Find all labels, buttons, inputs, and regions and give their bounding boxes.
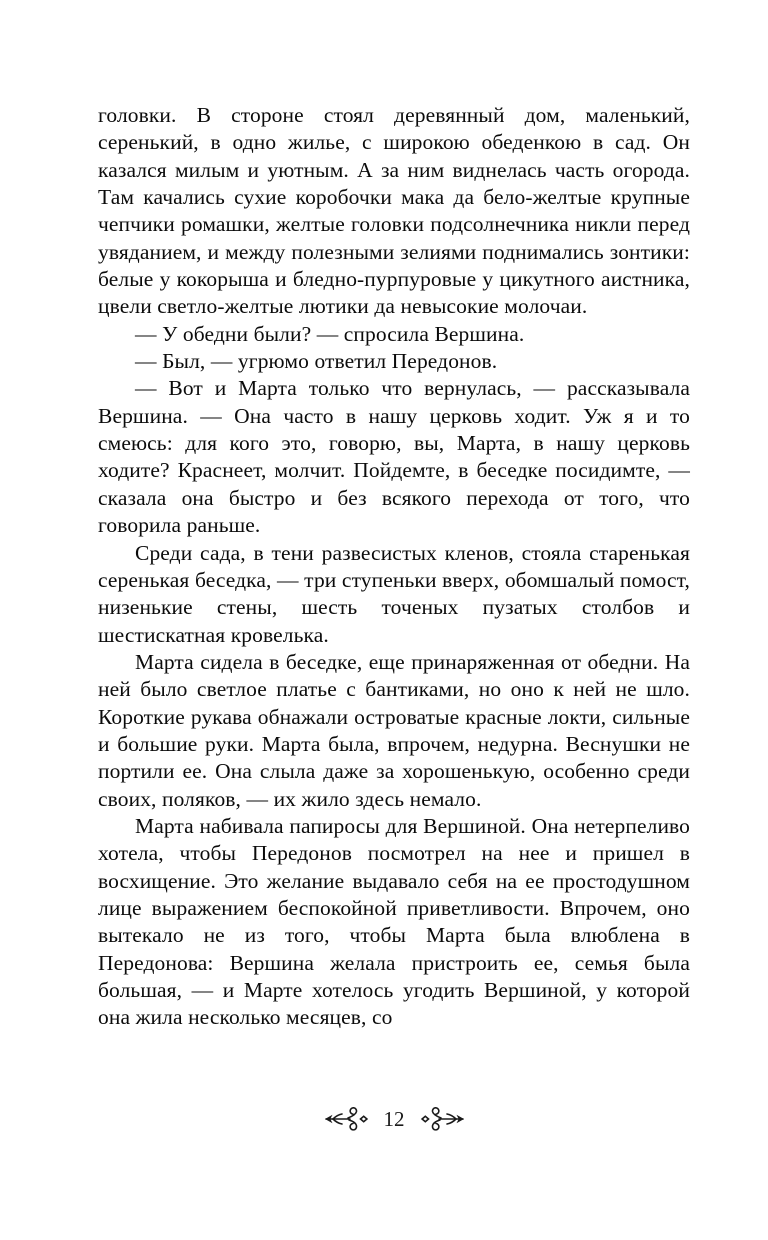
fleuron-right-icon — [420, 1106, 466, 1132]
page-number: 12 — [383, 1107, 405, 1131]
paragraph: Марта сидела в беседке, еще принаряженная от обедни. На ней было светлое платье с бантиками, но оно к ней не шло. Короткие рукава обнажали островатые красные локти, сильные и большие руки. Марта была, впрочем, недурна. Веснушки не портили ее. Она слыла даже за хорошенькую, особенно среди своих, поляков, — их жило здесь немало. — [98, 649, 690, 811]
dialogue-line: — У обедни были? — спросила Вершина. — [135, 321, 525, 346]
paragraph: Среди сада, в тени развесистых кленов, стояла старенькая серенькая беседка, — три ступеньки вверх, обомшалый помост, низенькие стены, шесть точеных пузатых столбов и шестискатная кровелька. — [98, 540, 690, 647]
page-footer — [98, 1106, 690, 1132]
text-block — [98, 102, 690, 1032]
paragraph-continuation: головки. В стороне стоял деревянный дом, маленький, серенький, в одно жилье, с широкою обеденкою в сад. Он казался милым и уютным. А за ним виднелась часть огорода. Там качались сухие коробочки мака да бело-желтые крупные чепчики ромашки, желтые головки подсолнечника никли перед увяданием, и между полезными зелиями поднимались зонтики: белые у кокорыша и бледно-пурпуровые у цикутного аистника, цвели светло-желтые лютики да невысокие молочаи. — [98, 103, 690, 319]
paragraph: Марта набивала папиросы для Вершиной. Она нетерпеливо хотела, чтобы Передонов посмотрел на нее и пришел в восхищение. Это желание выдавало себя на ее простодушном лице выражением беспокойной приветливости. Впрочем, оно вытекало не из того, чтобы Марта была влюблена в Передонова: Вершина желала пристроить ее, семья была большая, — и Марте хотелось угодить Вершиной, у которой она жила несколько месяцев, со — [98, 813, 690, 1030]
fleuron-left-icon — [323, 1106, 369, 1132]
dialogue-line: — Был, — угрюмо ответил Передонов. — [135, 349, 498, 374]
dialogue-paragraph: — Вот и Марта только что вернулась, — рассказывала Вершина. — Она часто в нашу церковь ходит. Уж я и то смеюсь: для кого это, говорю, вы, Марта, в нашу церковь ходите? Краснеет, молчит. Пойдемте, в беседке посидимте, — сказала она быстро и без всякого перехода от того, что говорила раньше. — [98, 376, 690, 538]
